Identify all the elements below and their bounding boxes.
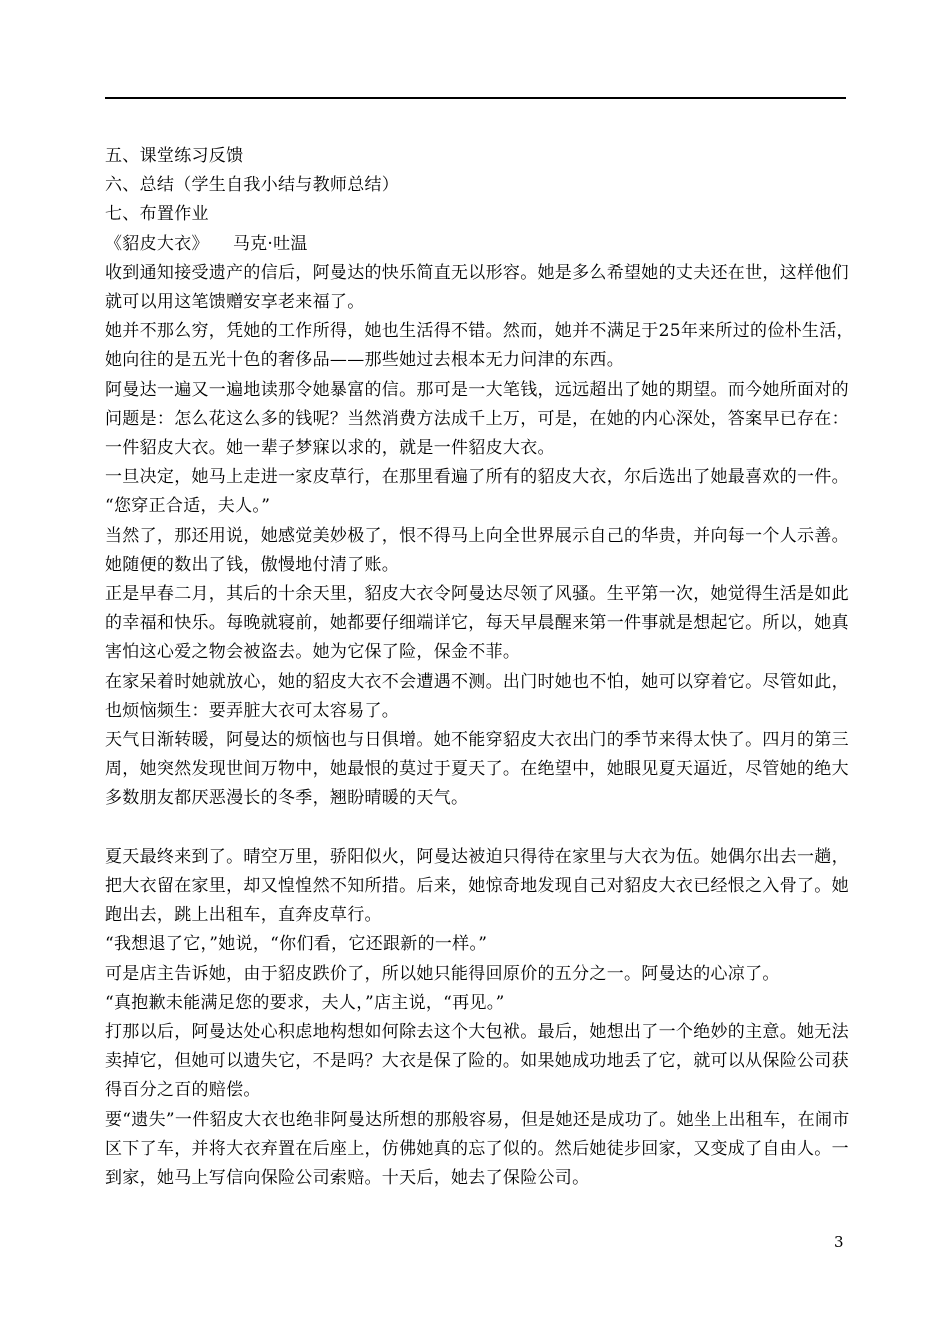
page-number: 3 — [834, 1233, 844, 1251]
paragraph: 打那以后，阿曼达处心积虑地构想如何除去这个大包袱。最后，她想出了一个绝妙的主意。她无法卖掉它，但她可以遗失它，不是吗？大衣是保了险的。如果她成功地丢了它，就可以从保险公司获得百分之百的赔偿。 — [105, 1022, 849, 1101]
paragraph: 可是店主告诉她，由于貂皮跌价了，所以她只能得回原价的五分之一。阿曼达的心凉了。 — [105, 963, 780, 984]
story-title: 《貂皮大衣》 — [105, 233, 209, 254]
story-author: 马克·吐温 — [232, 233, 308, 254]
blank-line — [105, 814, 855, 843]
paragraph: 当然了，那还用说，她感觉美妙极了，恨不得马上向全世界展示自己的华贵，并向每一个人示善。她随便的数出了钱，傲慢地付清了账。 — [105, 525, 849, 575]
heading-homework: 七、布置作业 — [105, 204, 209, 225]
paragraph: 一旦决定，她马上走进一家皮草行，在那里看遍了所有的貂皮大衣，尔后选出了她最喜欢的一件。 — [105, 467, 849, 488]
paragraph: “真抱歉未能满足您的要求，夫人，”店主说，“再见。” — [105, 992, 505, 1013]
paragraph: 她并不那么穷，凭她的工作所得，她也生活得不错。然而，她并不满足于25年来所过的俭朴生活，她向往的是五光十色的奢侈品——那些她过去根本无力问津的东西。 — [105, 321, 854, 371]
paragraph: 在家呆着时她就放心，她的貂皮大衣不会遭遇不测。出门时她也不怕，她可以穿着它。尽管如此，也烦恼频生：要弄脏大衣可太容易了。 — [105, 671, 849, 721]
paragraph: 阿曼达一遍又一遍地读那令她暴富的信。那可是一大笔钱，远远超出了她的期望。而今她所面对的问题是：怎么花这么多的钱呢？当然消费方法成千上万，可是，在她的内心深处，答案早已存在：一件貂皮大衣。她一辈子梦寐以求的，就是一件貂皮大衣。 — [105, 379, 849, 459]
paragraph: “您穿正合适，夫人。” — [105, 496, 271, 517]
heading-practice-feedback: 五、课堂练习反馈 — [105, 146, 244, 166]
paragraph: 要“遗失”一件貂皮大衣也绝非阿曼达所想的那般容易，但是她还是成功了。她坐上出租车，在闹市区下了车，并将大衣弃置在后座上，仿佛她真的忘了似的。然后她徒步回家，又变成了自由人。一到家，她马上写信向保险公司索赔。十天后，她去了保险公司。 — [105, 1109, 850, 1189]
paragraph: 夏天最终来到了。晴空万里，骄阳似火，阿曼达被迫只得待在家里与大衣为伍。她偶尔出去一趟，把大衣留在家里，却又惶惶然不知所措。后来，她惊奇地发现自己对貂皮大衣已经恨之入骨了。她跑出去，跳上出租车，直奔皮草行。 — [105, 846, 849, 926]
heading-summary: 六、总结（学生自我小结与教师总结） — [105, 175, 400, 196]
paragraph: “我想退了它，”她说，“你们看，它还跟新的一样。” — [105, 934, 488, 955]
header-rule — [105, 97, 846, 99]
document-body — [105, 142, 855, 1193]
paragraph: 天气日渐转暖，阿曼达的烦恼也与日俱增。她不能穿貂皮大衣出门的季节来得太快了。四月的第三周，她突然发现世间万物中，她最恨的莫过于夏天了。在绝望中，她眼见夏天逼近，尽管她的绝大多数朋友都厌恶漫长的冬季，翘盼晴暖的天气。 — [105, 730, 849, 809]
story-title-line — [105, 230, 855, 259]
paragraph: 收到通知接受遗产的信后，阿曼达的快乐简直无以形容。她是多么希望她的丈夫还在世，这样他们就可以用这笔馈赠安享老来福了。 — [105, 262, 849, 313]
paragraph: 正是早春二月，其后的十余天里，貂皮大衣令阿曼达尽领了风骚。生平第一次，她觉得生活是如此的幸福和快乐。每晚就寝前，她都要仔细端详它，每天早晨醒来第一件事就是想起它。所以，她真害怕这心爱之物会被盗去。她为它保了险，保金不菲。 — [105, 584, 849, 663]
